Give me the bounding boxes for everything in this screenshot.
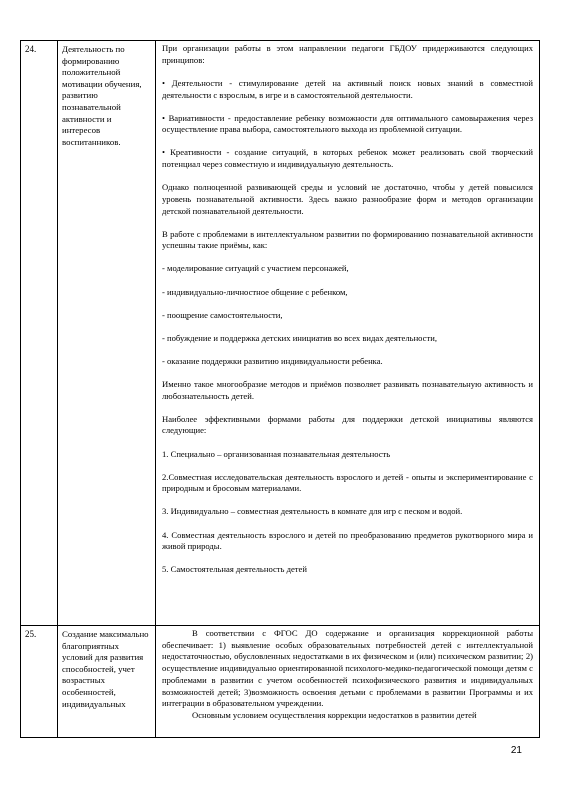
list-item: - индивидуально-личностное общение с ребенком,: [162, 286, 348, 297]
paragraph: Именно такое многообразие методов и приёмов позволяет развивать познавательную активность и любознательность детей.: [162, 378, 533, 401]
paragraph: В соответствии с ФГОС ДО содержание и организация коррекционной работы обеспечивает: 1) выявление особых образовательных потребностей детей с интеллектуальной недостаточностью, обусловленных недостатками в их физическом и (или) психическом развитии; 2) осуществление индивидуально ориентированной психолого-медико-педагогической помощи детям с проблемами в развитии с учетом особенностей психофизического развития и индивидуальных возможностей детей; 3)возможность освоения детьми с проблемами в развитии Программы и их интеграции в образовательном учреждении.: [162, 628, 533, 709]
paragraph: • Деятельности - стимулирование детей на активный поиск новых знаний в совместной деятельности с взрослым, в игре и в самостоятельной деятельности.: [162, 77, 533, 100]
numbered-item: 3. Индивидуально – совместная деятельность в комнате для игр с песком и водой.: [162, 506, 463, 517]
paragraph: Основным условием осуществления коррекции недостатков в развитии детей: [192, 709, 477, 720]
paragraph: В работе с проблемами в интеллектуальном развитии по формированию познавательной активности успешны такие приёмы, как:: [162, 228, 533, 251]
row-number: 24.: [21, 41, 58, 625]
row-title: Создание максимально благоприятных условий для развития способностей, учет возрастных особенностей, индивидуальных: [58, 626, 156, 738]
table-row: [21, 626, 539, 738]
row-content: [156, 41, 539, 625]
row-content: [156, 626, 539, 738]
table-row: [21, 41, 539, 626]
paragraph: При организации работы в этом направлении педагоги ГБДОУ придерживаются следующих принципов:: [162, 43, 533, 65]
numbered-item: 1. Специально – организованная познавательная деятельность: [162, 448, 391, 459]
numbered-item: 4. Совместная деятельность взрослого и детей по преобразованию предметов рукотворного мира и живой природы.: [162, 529, 533, 552]
paragraph: • Креативности - создание ситуаций, в которых ребенок может реализовать свой творческий потенциал через совместную и индивидуальную деятельность.: [162, 147, 533, 170]
paragraph: Наиболее эффективными формами работы для поддержки детской инициативы являются следующие:: [162, 413, 533, 436]
row-title: Деятельность по формированию положительной мотивации обучения, развитию познавательной активности и интересов воспитанников.: [58, 41, 156, 625]
numbered-item: 5. Самостоятельная деятельность детей: [162, 564, 307, 575]
list-item: - поощрение самостоятельности,: [162, 309, 283, 320]
list-item: - побуждение и поддержка детских инициатив во всех видах деятельности,: [162, 332, 437, 343]
numbered-item: 2.Совместная исследовательская деятельность взрослого и детей - опыты и экспериментирование с природным и бросовым материалами.: [162, 471, 533, 494]
list-item: - моделирование ситуаций с участием персонажей,: [162, 263, 349, 274]
paragraph: • Вариативности - предоставление ребенку возможности для оптимального самовыражения через осуществление права выбора, самостоятельного выхода из проблемной ситуации.: [162, 112, 533, 135]
row-number: 25.: [21, 626, 58, 738]
content-table: [20, 40, 540, 738]
list-item: - оказание поддержки развитию индивидуальности ребенка.: [162, 355, 383, 366]
paragraph: Однако полноценной развивающей среды и условий не достаточно, чтобы у детей повысился уровень познавательной активности. Здесь важно разнообразие форм и методов организации детской познавательной деятельности.: [162, 182, 533, 216]
page-number: 21: [510, 745, 522, 756]
